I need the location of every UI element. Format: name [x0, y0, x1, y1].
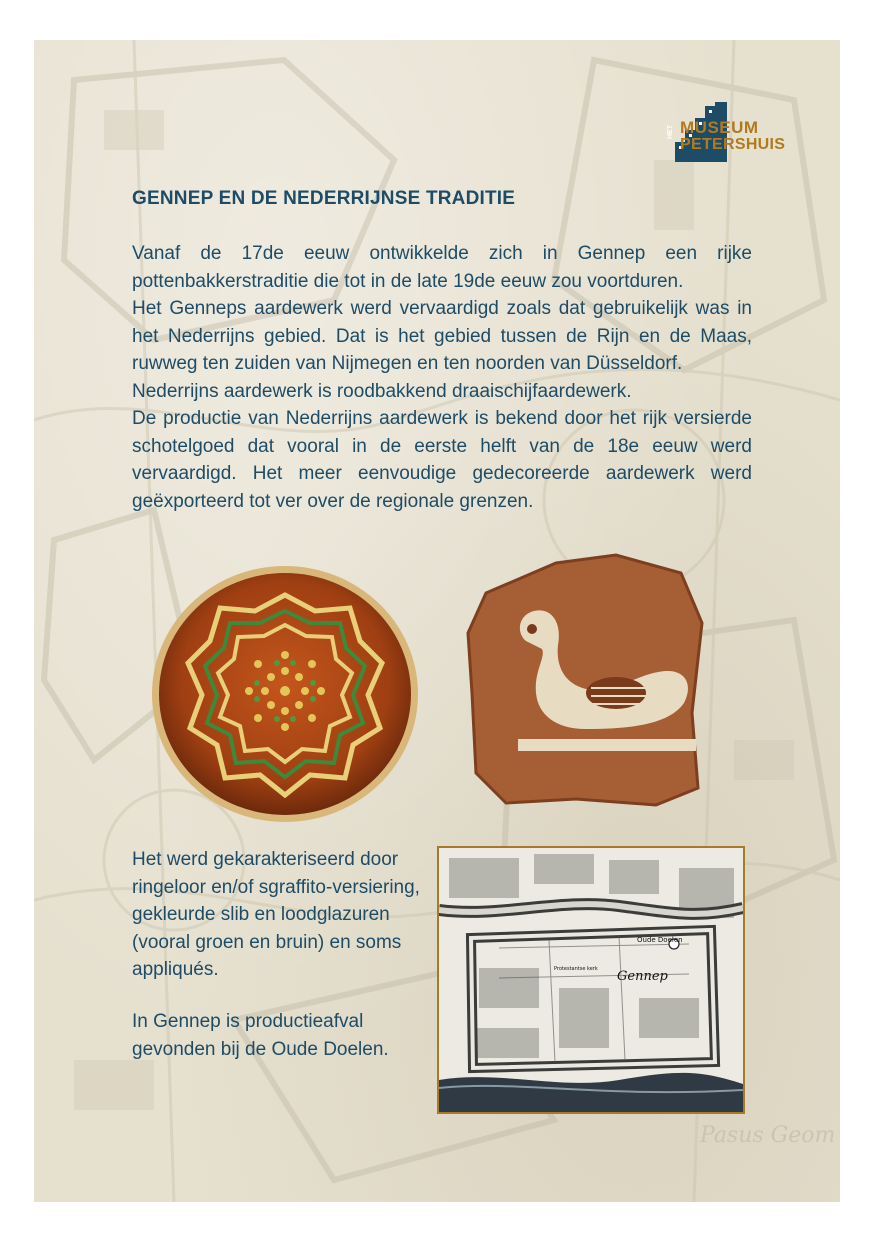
map-label-oude-doelen: Oude Doelen [637, 936, 683, 944]
map-label-gennep: Gennep [617, 969, 668, 984]
map-label-kerk: Protestantse kerk [554, 966, 598, 972]
intro-sentence-1: Vanaf de 17de eeuw ontwikkelde zich in Gennep een rijke pottenbakkerstraditie die tot in de late 19de eeuw zou voortduren. [132, 243, 752, 292]
gennep-historic-map [437, 846, 745, 1114]
intro-text [132, 240, 752, 515]
sgraffito-bird-shard-image [466, 553, 704, 809]
characteristics-text: Het werd gekarakteriseerd door ringeloor en/of sgraffito-versiering, gekleurde slib en loodglazuren (vooral groen en bruin) en soms appliqués. [132, 849, 420, 980]
logo-prefix-het: HET [667, 125, 674, 139]
page-title: GENNEP EN DE NEDERRIJNSE TRADITIE [132, 188, 516, 209]
logo-line-petershuis: PETERSHUIS [680, 136, 786, 153]
intro-sentence-2: Het Genneps aardewerk werd vervaardigd zoals dat gebruikelijk was in het Nederrijns gebied. Dat is het gebied tussen de Rijn en de Maas, ruwweg ten zuiden van Nijmegen en ten noorden van Düsseldorf. [132, 298, 752, 374]
gennep-map-drawing [439, 848, 743, 1112]
intro-sentence-3: Nederrijns aardewerk is roodbakkend draaischijfaardewerk. [132, 380, 632, 402]
production-waste-text: In Gennep is productieafval gevonden bij de Oude Doelen. [132, 1011, 389, 1060]
logo-line-museum: MUSEUM [680, 118, 759, 137]
intro-sentence-4: De productie van Nederrijns aardewerk is bekend door het rijk versierde schotelgoed dat vooral in de eerste helft van de 18e eeuw werd vervaardigd. Het meer eenvoudige gedecoreerde aardewerk werd geëxporteerd tot ver over de regionale grenzen. [132, 408, 752, 512]
background-caption: Pasus Geom [700, 1123, 836, 1148]
museum-logo-text [680, 119, 785, 153]
slipware-plate-image [150, 563, 420, 825]
